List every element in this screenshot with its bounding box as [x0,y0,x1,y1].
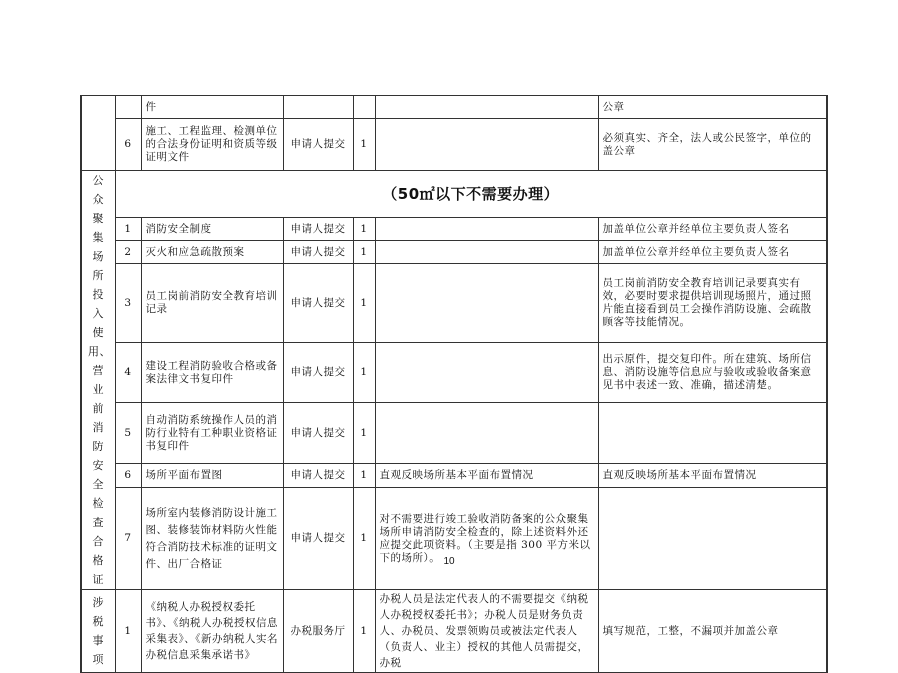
row-no: 6 [115,119,141,171]
table-row [81,96,827,119]
standard-cell: 办税人员是法定代表人的不需要提交《纳税人办税授权委托书》；办税人员是财务负责人、办税员、发票领购员或被法定代表人（负责人、业主）授权的其他人员需提交，办税 [375,590,598,673]
count-cell: 1 [353,241,375,264]
table-row [81,463,827,487]
table-row [81,403,827,463]
standard-cell [375,343,598,403]
source-cell: 办税服务厅 [283,590,353,673]
page-number: 10 [443,556,455,567]
count-cell: 1 [353,218,375,241]
material-cell: 施工、工程监理、检测单位的合法身份证明和资质等级证明文件 [141,119,283,171]
material-cell: 《纳税人办税授权委托书》、《纳税人办税授权信息采集表》、《新办纳税人实名办税信息采集承诺书》 [141,590,283,673]
count-cell: 1 [353,488,375,590]
standard-cell [375,96,598,119]
table-row [81,241,827,264]
material-cell: 件 [141,96,283,119]
requirement-cell [598,488,827,590]
material-cell: 场所平面布置图 [141,463,283,487]
requirement-cell: 直观反映场所基本平面布置情况 [598,463,827,487]
source-cell: 申请人提交 [283,218,353,241]
source-cell: 申请人提交 [283,463,353,487]
requirement-cell: 必须真实、齐全，法人或公民签字，单位的盖公章 [598,119,827,171]
row-no: 6 [115,463,141,487]
row-no: 3 [115,264,141,343]
source-cell: 申请人提交 [283,343,353,403]
source-cell: 申请人提交 [283,488,353,590]
requirement-cell [598,403,827,463]
count-cell: 1 [353,343,375,403]
standard-cell: 直观反映场所基本平面布置情况 [375,463,598,487]
material-cell: 员工岗前消防安全教育培训记录 [141,264,283,343]
category-cell [81,96,115,171]
material-cell: 自动消防系统操作人员的消防行业特有工种职业资格证书复印件 [141,403,283,463]
row-no [115,96,141,119]
material-cell: 建设工程消防验收合格或备案法律文书复印件 [141,343,283,403]
row-no: 7 [115,488,141,590]
category-tax: 涉税事项 [81,590,115,673]
table-row [81,264,827,343]
source-cell: 申请人提交 [283,119,353,171]
standard-cell: 对不需要进行竣工验收消防备案的公众聚集场所申请消防安全检查的，除上述资料外还应提交此项资料。（主要是指 300 平方米以下的场所）。 [375,488,598,590]
table-row [81,590,827,673]
table-row [81,343,827,403]
row-no: 4 [115,343,141,403]
material-cell: 灭火和应急疏散预案 [141,241,283,264]
material-cell: 场所室内装修消防设计施工图、装修装饰材料防火性能符合消防技术标准的证明文件、出厂合格证 [141,488,283,590]
source-cell: 申请人提交 [283,241,353,264]
standard-cell [375,403,598,463]
requirement-cell: 加盖单位公章并经单位主要负责人签名 [598,218,827,241]
material-cell: 消防安全制度 [141,218,283,241]
materials-table [80,95,828,673]
table-row [81,218,827,241]
count-cell: 1 [353,403,375,463]
row-no: 1 [115,218,141,241]
requirement-cell: 加盖单位公章并经单位主要负责人签名 [598,241,827,264]
table-row [81,119,827,171]
section-banner: （50㎡以下不需要办理） [115,171,827,218]
requirement-cell: 员工岗前消防安全教育培训记录要真实有效，必要时要求提供培训现场照片，通过照片能直接看到员工会操作消防设施、会疏散顾客等技能情况。 [598,264,827,343]
requirement-cell: 出示原件，提交复印件。所在建筑、场所信息、消防设施等信息应与验收或验收备案意见书中表述一致、准确，描述清楚。 [598,343,827,403]
requirement-cell: 填写规范，工整，不漏项并加盖公章 [598,590,827,673]
source-cell: 申请人提交 [283,403,353,463]
standard-cell [375,119,598,171]
count-cell: 1 [353,463,375,487]
row-no: 5 [115,403,141,463]
standard-cell [375,264,598,343]
section-banner-row [81,171,827,218]
source-cell: 申请人提交 [283,264,353,343]
count-cell: 1 [353,590,375,673]
standard-cell [375,241,598,264]
row-no: 2 [115,241,141,264]
row-no: 1 [115,590,141,673]
standard-cell [375,218,598,241]
count-cell: 1 [353,264,375,343]
table-row [81,488,827,590]
source-cell [283,96,353,119]
requirement-cell: 公章 [598,96,827,119]
count-cell: 1 [353,119,375,171]
category-fire-safety: 公众聚集场所投入使用、营业前消防安全检查合格证 [81,171,115,590]
count-cell [353,96,375,119]
